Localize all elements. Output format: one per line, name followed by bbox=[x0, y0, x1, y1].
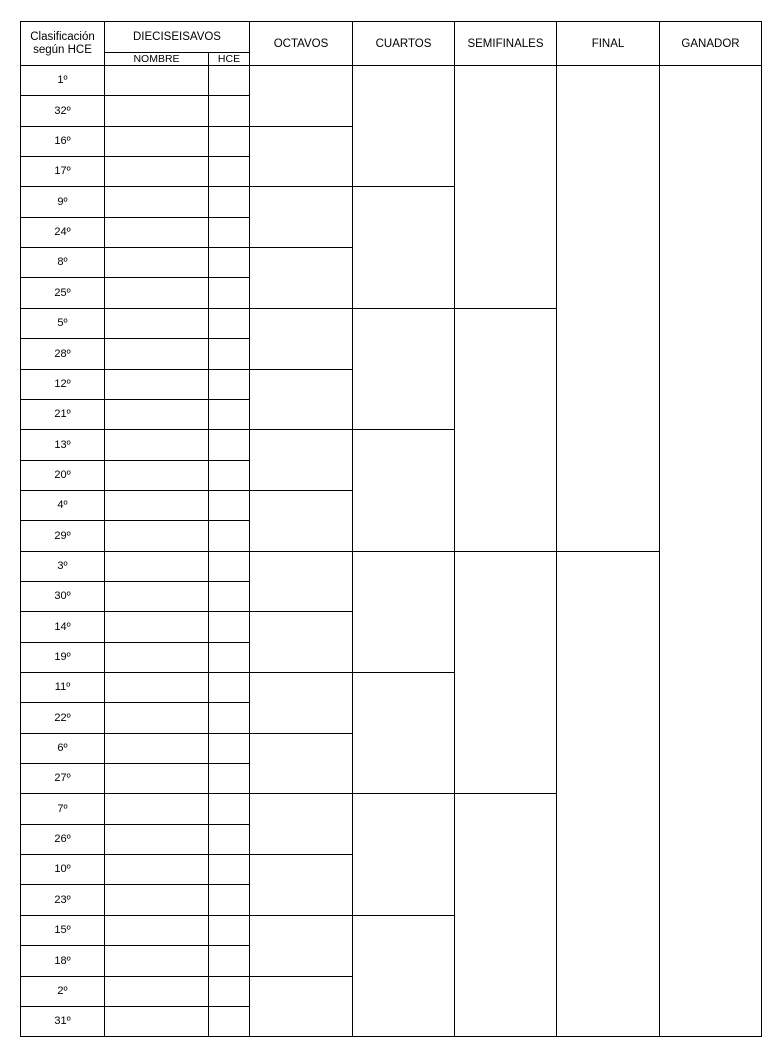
seed-cell: 6º bbox=[20, 733, 105, 764]
seed-cell: 20º bbox=[20, 460, 105, 491]
name-field[interactable] bbox=[104, 186, 209, 218]
seed-cell: 9º bbox=[20, 186, 105, 218]
seed-cell: 31º bbox=[20, 1006, 105, 1037]
seed-cell: 25º bbox=[20, 277, 105, 309]
final-slot[interactable] bbox=[556, 551, 660, 1037]
hce-field[interactable] bbox=[208, 429, 250, 461]
name-field[interactable] bbox=[104, 429, 209, 461]
header-quarterfinals: CUARTOS bbox=[352, 21, 455, 67]
seed-cell: 5º bbox=[20, 308, 105, 339]
name-field[interactable] bbox=[104, 490, 209, 521]
header-winner: GANADOR bbox=[659, 21, 762, 67]
hce-field[interactable] bbox=[208, 520, 250, 552]
quarterfinal-slot[interactable] bbox=[352, 672, 455, 794]
hce-field[interactable] bbox=[208, 338, 250, 370]
seed-cell: 21º bbox=[20, 399, 105, 430]
seed-cell: 24º bbox=[20, 217, 105, 248]
hce-field[interactable] bbox=[208, 308, 250, 339]
name-field[interactable] bbox=[104, 369, 209, 400]
name-field[interactable] bbox=[104, 672, 209, 703]
hce-field[interactable] bbox=[208, 65, 250, 96]
seed-cell: 22º bbox=[20, 702, 105, 734]
hce-field[interactable] bbox=[208, 824, 250, 855]
final-slot[interactable] bbox=[556, 65, 660, 552]
name-field[interactable] bbox=[104, 217, 209, 248]
hce-field[interactable] bbox=[208, 1006, 250, 1037]
name-field[interactable] bbox=[104, 581, 209, 612]
name-field[interactable] bbox=[104, 915, 209, 946]
quarterfinal-slot[interactable] bbox=[352, 551, 455, 673]
seed-cell: 17º bbox=[20, 156, 105, 187]
hce-field[interactable] bbox=[208, 369, 250, 400]
header-hce: HCE bbox=[208, 52, 250, 67]
header-semifinals: SEMIFINALES bbox=[454, 21, 557, 67]
hce-field[interactable] bbox=[208, 156, 250, 187]
quarterfinal-slot[interactable] bbox=[352, 429, 455, 552]
round-of-16-slot[interactable] bbox=[249, 611, 353, 673]
seed-cell: 7º bbox=[20, 793, 105, 825]
name-field[interactable] bbox=[104, 976, 209, 1007]
name-field[interactable] bbox=[104, 945, 209, 977]
hce-field[interactable] bbox=[208, 611, 250, 643]
name-field[interactable] bbox=[104, 126, 209, 157]
seed-cell: 14º bbox=[20, 611, 105, 643]
name-field[interactable] bbox=[104, 277, 209, 309]
hce-field[interactable] bbox=[208, 126, 250, 157]
quarterfinal-slot[interactable] bbox=[352, 915, 455, 1037]
quarterfinal-slot[interactable] bbox=[352, 186, 455, 309]
hce-field[interactable] bbox=[208, 915, 250, 946]
seed-cell: 32º bbox=[20, 95, 105, 127]
seed-cell: 3º bbox=[20, 551, 105, 582]
hce-field[interactable] bbox=[208, 884, 250, 916]
header-classification: Clasificación según HCE bbox=[20, 21, 105, 67]
hce-field[interactable] bbox=[208, 95, 250, 127]
hce-field[interactable] bbox=[208, 672, 250, 703]
quarterfinal-slot[interactable] bbox=[352, 793, 455, 916]
round-of-16-slot[interactable] bbox=[249, 247, 353, 309]
name-field[interactable] bbox=[104, 338, 209, 370]
hce-field[interactable] bbox=[208, 702, 250, 734]
hce-field[interactable] bbox=[208, 854, 250, 885]
seed-cell: 13º bbox=[20, 429, 105, 461]
round-of-16-slot[interactable] bbox=[249, 308, 353, 370]
semifinal-slot[interactable] bbox=[454, 65, 557, 309]
round-of-16-slot[interactable] bbox=[249, 490, 353, 552]
seed-cell: 26º bbox=[20, 824, 105, 855]
name-field[interactable] bbox=[104, 733, 209, 764]
round-of-16-slot[interactable] bbox=[249, 65, 353, 127]
hce-field[interactable] bbox=[208, 460, 250, 491]
name-field[interactable] bbox=[104, 520, 209, 552]
name-field[interactable] bbox=[104, 793, 209, 825]
seed-cell: 23º bbox=[20, 884, 105, 916]
name-field[interactable] bbox=[104, 308, 209, 339]
name-field[interactable] bbox=[104, 611, 209, 643]
name-field[interactable] bbox=[104, 247, 209, 278]
hce-field[interactable] bbox=[208, 399, 250, 430]
round-of-16-slot[interactable] bbox=[249, 793, 353, 855]
round-of-16-slot[interactable] bbox=[249, 854, 353, 916]
round-of-16-slot[interactable] bbox=[249, 369, 353, 430]
name-field[interactable] bbox=[104, 399, 209, 430]
header-name: NOMBRE bbox=[104, 52, 209, 67]
name-field[interactable] bbox=[104, 642, 209, 673]
seed-cell: 2º bbox=[20, 976, 105, 1007]
hce-field[interactable] bbox=[208, 277, 250, 309]
seed-cell: 30º bbox=[20, 581, 105, 612]
seed-cell: 1º bbox=[20, 65, 105, 96]
hce-field[interactable] bbox=[208, 793, 250, 825]
round-of-16-slot[interactable] bbox=[249, 429, 353, 491]
hce-field[interactable] bbox=[208, 581, 250, 612]
round-of-16-slot[interactable] bbox=[249, 672, 353, 734]
name-field[interactable] bbox=[104, 95, 209, 127]
hce-field[interactable] bbox=[208, 217, 250, 248]
hce-field[interactable] bbox=[208, 642, 250, 673]
seed-cell: 4º bbox=[20, 490, 105, 521]
name-field[interactable] bbox=[104, 854, 209, 885]
name-field[interactable] bbox=[104, 1006, 209, 1037]
name-field[interactable] bbox=[104, 824, 209, 855]
quarterfinal-slot[interactable] bbox=[352, 65, 455, 187]
name-field[interactable] bbox=[104, 884, 209, 916]
seed-cell: 16º bbox=[20, 126, 105, 157]
hce-field[interactable] bbox=[208, 976, 250, 1007]
round-of-16-slot[interactable] bbox=[249, 551, 353, 612]
seed-cell: 18º bbox=[20, 945, 105, 977]
header-round-of-16: OCTAVOS bbox=[249, 21, 353, 67]
name-field[interactable] bbox=[104, 551, 209, 582]
seed-cell: 15º bbox=[20, 915, 105, 946]
seed-cell: 28º bbox=[20, 338, 105, 370]
header-final: FINAL bbox=[556, 21, 660, 67]
hce-field[interactable] bbox=[208, 945, 250, 977]
name-field[interactable] bbox=[104, 156, 209, 187]
semifinal-slot[interactable] bbox=[454, 308, 557, 552]
hce-field[interactable] bbox=[208, 490, 250, 521]
seed-cell: 29º bbox=[20, 520, 105, 552]
hce-field[interactable] bbox=[208, 551, 250, 582]
winner-slot[interactable] bbox=[659, 65, 762, 1037]
semifinal-slot[interactable] bbox=[454, 551, 557, 794]
hce-field[interactable] bbox=[208, 186, 250, 218]
round-of-16-slot[interactable] bbox=[249, 186, 353, 248]
round-of-16-slot[interactable] bbox=[249, 976, 353, 1037]
round-of-16-slot[interactable] bbox=[249, 733, 353, 794]
name-field[interactable] bbox=[104, 460, 209, 491]
hce-field[interactable] bbox=[208, 763, 250, 794]
semifinal-slot[interactable] bbox=[454, 793, 557, 1037]
seed-cell: 10º bbox=[20, 854, 105, 885]
round-of-16-slot[interactable] bbox=[249, 126, 353, 187]
quarterfinal-slot[interactable] bbox=[352, 308, 455, 430]
seed-cell: 12º bbox=[20, 369, 105, 400]
seed-cell: 11º bbox=[20, 672, 105, 703]
name-field[interactable] bbox=[104, 702, 209, 734]
hce-field[interactable] bbox=[208, 247, 250, 278]
seed-cell: 19º bbox=[20, 642, 105, 673]
name-field[interactable] bbox=[104, 763, 209, 794]
header-round-of-32: DIECISEISAVOS bbox=[104, 21, 250, 53]
hce-field[interactable] bbox=[208, 733, 250, 764]
round-of-16-slot[interactable] bbox=[249, 915, 353, 977]
seed-cell: 8º bbox=[20, 247, 105, 278]
name-field[interactable] bbox=[104, 65, 209, 96]
seed-cell: 27º bbox=[20, 763, 105, 794]
